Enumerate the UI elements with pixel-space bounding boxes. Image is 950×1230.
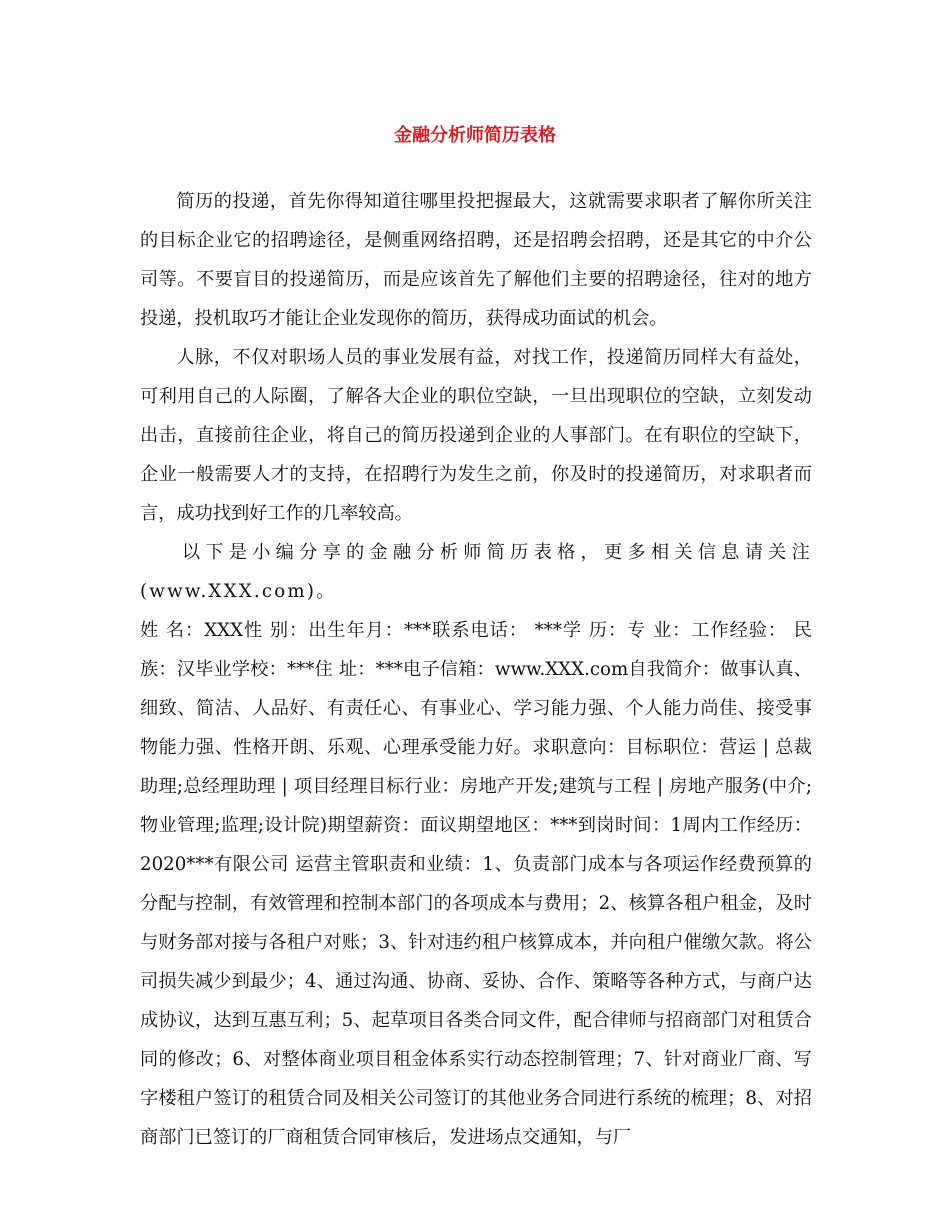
document-title: 金融分析师简历表格 [394, 125, 556, 146]
document-body [140, 182, 812, 1157]
paragraph-networking: 人脉，不仅对职场人员的事业发展有益，对找工作，投递简历同样大有益处，可利用自己的人际圈，了解各大企业的职位空缺，一旦出现职位的空缺，立刻发动出击，直接前往企业，将自己的简历投递到企业的人事部门。在有职位的空缺下，企业一般需要人才的支持，在招聘行为发生之前，你及时的投递简历，对求职者而言，成功找到好工作的几率较高。 [140, 347, 812, 524]
paragraph-intro-note: 以下是小编分享的金融分析师简历表格，更多相关信息请关注(www.XXX.com)。 [140, 542, 812, 602]
paragraph-resume-details: 姓 名：XXX性 别：出生年月：***联系电话： ***学 历：专 业：工作经验： 民族：汉毕业学校：***住 址：***电子信箱：www.XXX.com自我简介：做事认真、细致、简洁、人品好、有责任心、有事业心、学习能力强、个人能力尚佳、接受事物能力强、性格开朗、乐观、心理承受能力好。求职意向：目标职位：营运 | 总裁助理;总经理助理 | 项目经理目标行业：房地产开发;建筑与工程 | 房地产服务(中介;物业管理;监理;设计院)期望薪资：面议期望地区：***到岗时间：1周内工作经历：2020***有限公司 运营主管职责和业绩：1、负责部门成本与各项运作经费预算的分配与控制，有效管理和控制本部门的各项成本与费用；2、核算各租户租金，及时与财务部对接与各租户对账；3、针对违约租户核算成本，并向租户催缴欠款。将公司损失减少到最少；4、通过沟通、协商、妥协、合作、策略等各种方式，与商户达成协议，达到互惠互利；5、起草项目各类合同文件，配合律师与招商部门对租赁合同的修改；6、对整体商业项目租金体系实行动态控制管理；7、针对商业厂商、写字楼租户签订的租赁合同及相关公司签订的其他业务合同进行系统的梳理；8、对招商部门已签订的厂商租赁合同审核后，发进场点交通知，与厂 [140, 620, 812, 1148]
paragraph-resume-delivery: 简历的投递，首先你得知道往哪里投把握最大，这就需要求职者了解你所关注的目标企业它的招聘途径，是侧重网络招聘，还是招聘会招聘，还是其它的中介公司等。不要盲目的投递简历，而是应该首先了解他们主要的招聘途径，往对的地方投递，投机取巧才能让企业发现你的简历，获得成功面试的机会。 [140, 191, 812, 329]
